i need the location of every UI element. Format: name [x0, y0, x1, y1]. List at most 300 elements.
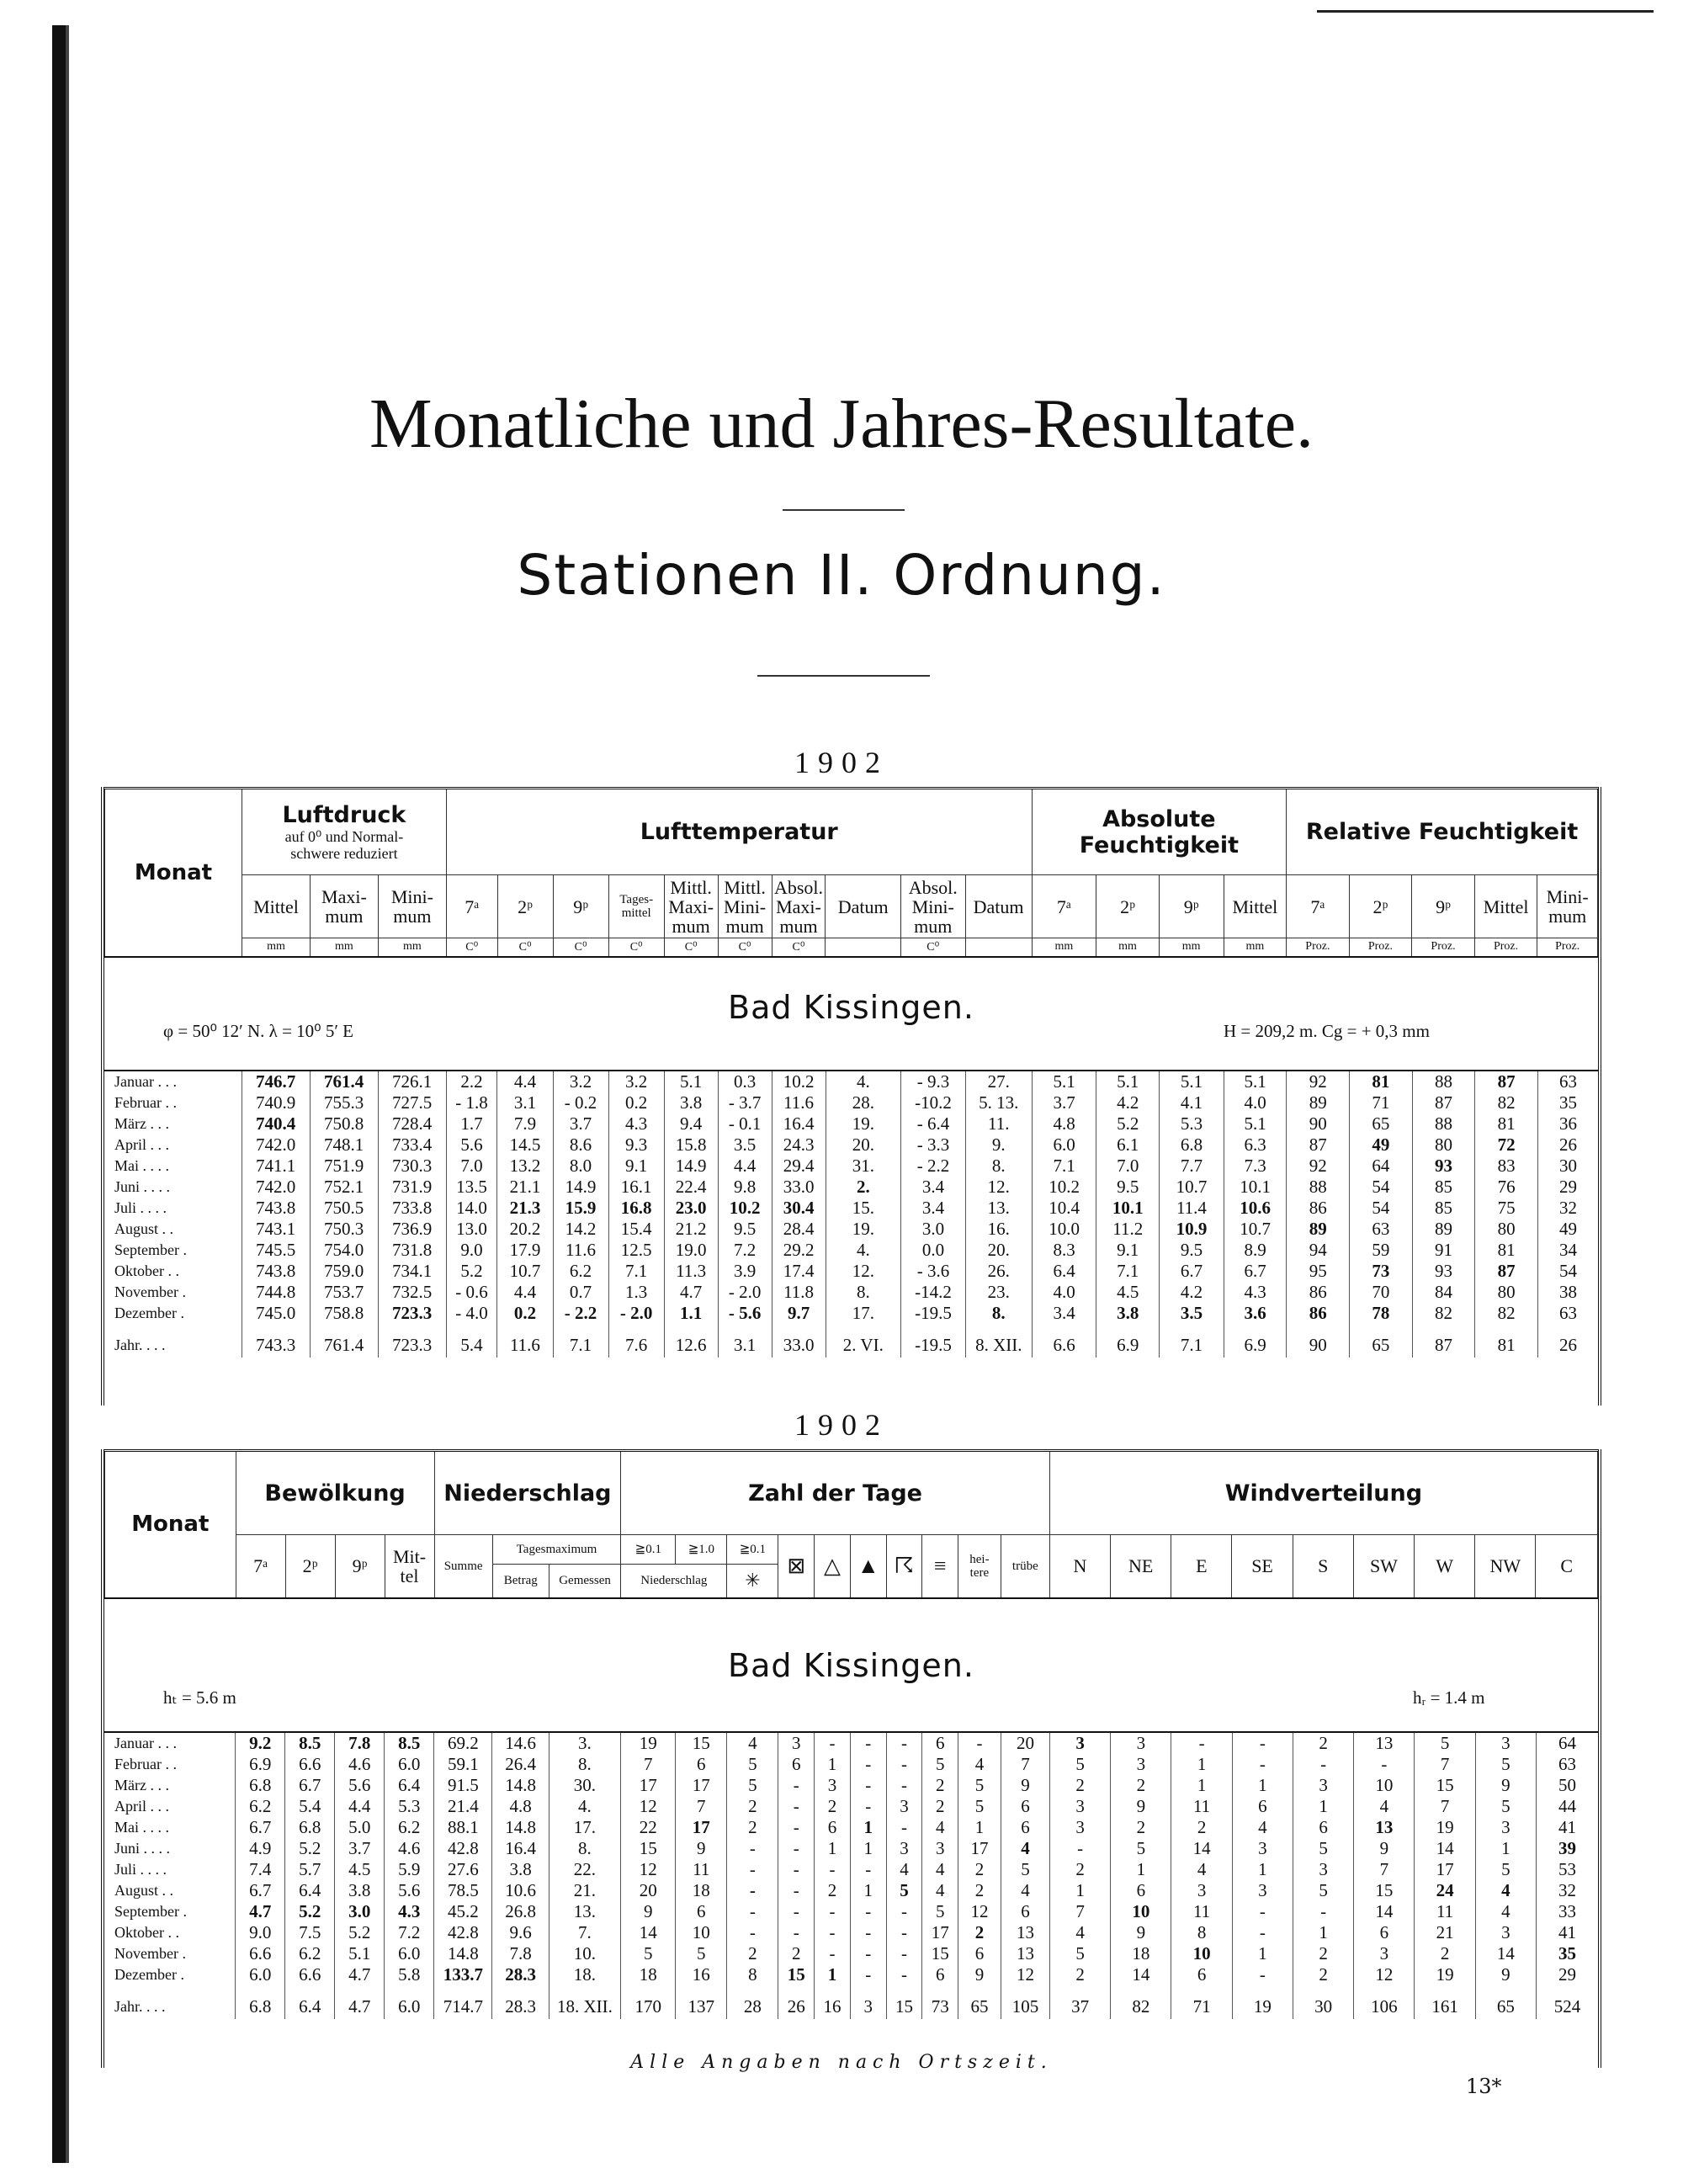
table-cell: 5 [1293, 1880, 1353, 1901]
month-label: Februar . . [114, 1756, 177, 1772]
table-cell: 21.3 [497, 1198, 553, 1219]
table-cell: 6.1 [1096, 1135, 1160, 1156]
table-cell: 93 [1412, 1261, 1475, 1282]
table-cell: 8.5 [285, 1733, 335, 1754]
table-cell: 6.8 [285, 1817, 335, 1838]
table-cell: 752.1 [310, 1177, 378, 1198]
table-cell: 9.2 [236, 1733, 285, 1754]
table-cell: 14.9 [553, 1177, 608, 1198]
table-cell: 5.1 [664, 1071, 718, 1092]
table-row [104, 1071, 1598, 1092]
table-cell: 13 [1354, 1817, 1415, 1838]
table-cell: 6.2 [385, 1817, 434, 1838]
table-cell: 5.6 [446, 1135, 497, 1156]
luftdruck-sub2: schwere reduziert [290, 845, 398, 862]
table-cell: - [1049, 1838, 1110, 1859]
table-cell: 73 [922, 1985, 958, 2019]
unit: C⁰ [664, 938, 718, 957]
table-cell: 82 [1412, 1303, 1475, 1324]
table-cell: 6.4 [1032, 1261, 1096, 1282]
table-cell: 9.0 [446, 1240, 497, 1261]
table-cell: - 9.3 [901, 1071, 966, 1092]
table-cell: 10.2 [772, 1071, 826, 1092]
table-cell: 10.7 [1224, 1219, 1287, 1240]
table-cell: 14 [621, 1922, 676, 1943]
table-cell: 6.0 [236, 1964, 285, 1985]
table-cell: 17 [922, 1922, 958, 1943]
abs-feucht-line1: Absolute [1102, 805, 1216, 832]
table-cell: 723.3 [378, 1303, 446, 1324]
zahl-tage-header: Zahl der Tage [621, 1451, 1050, 1535]
table-cell: - [850, 1922, 886, 1943]
table-cell: 1.7 [446, 1113, 497, 1135]
table-cell: 19. [826, 1219, 901, 1240]
table-cell: 16.4 [492, 1838, 549, 1859]
table1-data [104, 1071, 1598, 1358]
table-cell: 731.9 [378, 1177, 446, 1198]
table-cell: 4.4 [497, 1282, 553, 1303]
table-row [104, 1943, 1598, 1964]
table-cell: 5 [1475, 1796, 1536, 1817]
table-cell: - 3.7 [718, 1092, 772, 1113]
col2-truebe: trübe [1001, 1535, 1049, 1598]
table-cell: 5.2 [335, 1922, 385, 1943]
table-cell: 3 [1354, 1943, 1415, 1964]
table-cell: 3.1 [497, 1092, 553, 1113]
col-absol-max: Absol. Maxi- mum [772, 875, 826, 938]
table-cell: 63 [1537, 1071, 1598, 1092]
col2-niederschlag-small: Niederschlag [621, 1565, 727, 1598]
table-cell: 33.0 [772, 1177, 826, 1198]
table-cell: 746.7 [242, 1071, 310, 1092]
table-cell: 5.7 [285, 1859, 335, 1880]
table-cell: 87 [1412, 1324, 1475, 1358]
table-cell: 4 [1049, 1922, 1110, 1943]
table-cell: 10.2 [718, 1198, 772, 1219]
month-label: April . . . [114, 1798, 169, 1815]
table-cell: 91 [1412, 1240, 1475, 1261]
table-cell: 13.0 [446, 1219, 497, 1240]
table-cell: 15 [778, 1964, 815, 1985]
table-cell: 7.1 [1160, 1324, 1224, 1358]
table-cell: 54 [1350, 1177, 1413, 1198]
table-cell: 7.5 [285, 1922, 335, 1943]
table-cell: 18 [676, 1880, 727, 1901]
bewoelkung-header: Bewölkung [236, 1451, 434, 1535]
wind-se: SE [1232, 1535, 1293, 1598]
table-cell: 8. [965, 1303, 1032, 1324]
table-cell: 730.3 [378, 1156, 446, 1177]
table-cell: 7.2 [385, 1922, 434, 1943]
table-cell: 11.6 [497, 1324, 553, 1358]
table-cell: 45.2 [434, 1901, 492, 1922]
table-cell: 750.5 [310, 1198, 378, 1219]
table-cell: 10 [1111, 1901, 1171, 1922]
table-row [104, 1092, 1598, 1113]
table-cell: - [1232, 1964, 1293, 1985]
table-cell: 4.2 [1160, 1282, 1224, 1303]
table-cell: 5.8 [385, 1964, 434, 1985]
table-cell: 59.1 [434, 1754, 492, 1775]
table-cell: 31. [826, 1156, 901, 1177]
table-cell: 2.2 [446, 1071, 497, 1092]
table-cell: 6 [922, 1733, 958, 1754]
table-cell: - [850, 1754, 886, 1775]
table-cell: - [886, 1775, 922, 1796]
table-cell: 26 [1537, 1135, 1598, 1156]
unit: Proz. [1412, 938, 1475, 957]
table-cell: 755.3 [310, 1092, 378, 1113]
table-cell: 6 [815, 1817, 851, 1838]
table-cell: 7 [1001, 1754, 1049, 1775]
table-cell: 53 [1536, 1859, 1598, 1880]
table-cell: - 2.2 [553, 1303, 608, 1324]
month-label: Januar . . . [114, 1735, 177, 1751]
table-row [104, 1156, 1598, 1177]
table-cell: 2 [1049, 1964, 1110, 1985]
table-cell: 12 [958, 1901, 1001, 1922]
table-cell: 86 [1287, 1303, 1350, 1324]
table-cell: 14.8 [492, 1817, 549, 1838]
table-cell: 759.0 [310, 1261, 378, 1282]
col-rf-t2: 2ᵖ [1349, 875, 1412, 938]
col2-tagesmaximum: Tagesmaximum [492, 1535, 621, 1565]
table-cell: 89 [1287, 1092, 1350, 1113]
table-cell: 3 [815, 1775, 851, 1796]
table-cell: 6 [1001, 1796, 1049, 1817]
table-cell: 87 [1412, 1092, 1475, 1113]
table-cell: 26.8 [492, 1901, 549, 1922]
table-cell: - 3.6 [901, 1261, 966, 1282]
col2-betrag: Betrag [492, 1565, 549, 1598]
table-cell: 1.1 [664, 1303, 718, 1324]
table-cell: 7.1 [553, 1324, 608, 1358]
col-af-mittel: Mittel [1224, 875, 1287, 938]
table-cell: 17 [676, 1817, 727, 1838]
table-cell: 14 [1171, 1838, 1232, 1859]
unit: mm [1159, 938, 1224, 957]
table-cell: 16. [965, 1219, 1032, 1240]
table-cell: 731.8 [378, 1240, 446, 1261]
table-cell: 7.1 [1032, 1156, 1096, 1177]
table-cell: 5 [1049, 1943, 1110, 1964]
table-cell: 7.1 [1096, 1261, 1160, 1282]
table-cell: 11.6 [772, 1092, 826, 1113]
table-cell: 2 [958, 1922, 1001, 1943]
table-cell: 6.0 [385, 1985, 434, 2019]
table-cell: 745.0 [242, 1303, 310, 1324]
table-cell: 5.4 [285, 1796, 335, 1817]
table-cell: 7 [621, 1754, 676, 1775]
table-cell: - [850, 1796, 886, 1817]
table-cell: 65 [1475, 1985, 1536, 2019]
table-cell: 8.6 [553, 1135, 608, 1156]
table-cell: 13.2 [497, 1156, 553, 1177]
month-label: Dezember . [114, 1305, 184, 1321]
table-cell: - 3.3 [901, 1135, 966, 1156]
table-cell: 14.5 [497, 1135, 553, 1156]
unit: mm [310, 938, 378, 957]
table-cell: 71 [1171, 1985, 1232, 2019]
table-cell: 9.3 [608, 1135, 664, 1156]
table-cell: 3.9 [718, 1261, 772, 1282]
table-cell: 21.4 [434, 1796, 492, 1817]
table-cell: 8. [826, 1282, 901, 1303]
table-cell: 50 [1536, 1775, 1598, 1796]
table-cell: - 0.1 [718, 1113, 772, 1135]
table-cell: 18. [549, 1964, 620, 1985]
table-cell: 2 [1111, 1817, 1171, 1838]
wetterleuchten-icon: ☈ [886, 1535, 922, 1598]
table-row [104, 1113, 1598, 1135]
table-cell: - 6.4 [901, 1113, 966, 1135]
table-cell: -14.2 [901, 1282, 966, 1303]
table-cell: 15.8 [664, 1135, 718, 1156]
table-cell: 19.0 [664, 1240, 718, 1261]
wind-s: S [1293, 1535, 1353, 1598]
subtitle-rule [757, 675, 930, 677]
table-cell: 728.4 [378, 1113, 446, 1135]
table-cell: 0.3 [718, 1071, 772, 1092]
table-cell: 5.6 [335, 1775, 385, 1796]
table-cell: 743.3 [242, 1324, 310, 1358]
table-cell: 9.7 [772, 1303, 826, 1324]
table-cell: 6.9 [1096, 1324, 1160, 1358]
table-cell: - [1232, 1922, 1293, 1943]
table-cell: 42.8 [434, 1922, 492, 1943]
col2-t7: 7ᵃ [236, 1535, 285, 1598]
table-cell: 2 [778, 1943, 815, 1964]
table-cell: 18 [1111, 1943, 1171, 1964]
table2-year: 1902 [794, 1408, 889, 1442]
table-cell: 1 [1171, 1775, 1232, 1796]
gewitter-icon: ▲ [850, 1535, 886, 1598]
table-cell: 14.2 [553, 1219, 608, 1240]
table-cell: 761.4 [310, 1071, 378, 1092]
table-cell: 3 [778, 1733, 815, 1754]
table-cell: 1 [1232, 1775, 1293, 1796]
table-cell: 5 [727, 1754, 778, 1775]
table-cell: 4.3 [385, 1901, 434, 1922]
table-cell: 3.5 [718, 1135, 772, 1156]
table-cell: 12.5 [608, 1240, 664, 1261]
unit: C⁰ [900, 938, 965, 957]
table-cell: 86 [1287, 1198, 1350, 1219]
table-cell: 4.2 [1096, 1092, 1160, 1113]
table-cell: - [1293, 1754, 1353, 1775]
hagel-icon: △ [815, 1535, 851, 1598]
table-cell: 65 [1350, 1113, 1413, 1135]
table-cell: 93 [1412, 1156, 1475, 1177]
table-cell: 4. [549, 1796, 620, 1817]
table-cell: 5.2 [285, 1838, 335, 1859]
table-cell: - [815, 1922, 851, 1943]
table-cell: 733.4 [378, 1135, 446, 1156]
table-cell: 7.2 [718, 1240, 772, 1261]
table-cell: 9 [1111, 1796, 1171, 1817]
table-cell: 4.7 [335, 1985, 385, 2019]
table-cell: 12. [965, 1177, 1032, 1198]
table-cell: 2 [1293, 1964, 1353, 1985]
table-cell: 23. [965, 1282, 1032, 1303]
wind-n: N [1049, 1535, 1110, 1598]
table-cell: - [778, 1901, 815, 1922]
table-cell: 6.9 [1224, 1324, 1287, 1358]
col-rf-minimum: Mini- mum [1537, 875, 1598, 938]
table-cell: 20. [965, 1240, 1032, 1261]
monat-header-2: Monat [105, 1451, 236, 1598]
table-cell: 8. [965, 1156, 1032, 1177]
table-cell: 6 [1001, 1817, 1049, 1838]
month-label: November . [114, 1283, 186, 1300]
table-cell: - [727, 1880, 778, 1901]
table-cell: 21.1 [497, 1177, 553, 1198]
table-cell: 20.2 [497, 1219, 553, 1240]
table-cell: 15 [676, 1733, 727, 1754]
table-cell: 742.0 [242, 1177, 310, 1198]
table-cell: 14.9 [664, 1156, 718, 1177]
table-cell: 9 [676, 1838, 727, 1859]
table-cell: 7.0 [1096, 1156, 1160, 1177]
table-row [104, 1880, 1598, 1901]
table-row [104, 1240, 1598, 1261]
table-cell: 23.0 [664, 1198, 718, 1219]
table-cell: 26.4 [492, 1754, 549, 1775]
lufttemperatur-header: Lufttemperatur [446, 789, 1032, 875]
table-cell: 69.2 [434, 1733, 492, 1754]
table-cell: 28. [826, 1092, 901, 1113]
table-cell: 9 [1001, 1775, 1049, 1796]
table-cell: 27. [965, 1071, 1032, 1092]
table-cell: 2 [922, 1796, 958, 1817]
table-cell: 10.7 [1160, 1177, 1224, 1198]
table1-geo-right: H = 209,2 m. Cg = + 0,3 mm [1224, 1021, 1430, 1041]
table-cell: 5 [1001, 1859, 1049, 1880]
table-cell: 2 [1111, 1775, 1171, 1796]
table-cell: 8.3 [1032, 1240, 1096, 1261]
table-cell: - [1232, 1733, 1293, 1754]
table-cell: 3.6 [1224, 1303, 1287, 1324]
table-cell: 9.1 [1096, 1240, 1160, 1261]
table-cell: 17.4 [772, 1261, 826, 1282]
table-cell: - 0.2 [553, 1092, 608, 1113]
table-cell: 1 [1232, 1943, 1293, 1964]
table-cell: 12 [621, 1796, 676, 1817]
table-cell: 5.1 [1032, 1071, 1096, 1092]
month-label: März . . . [114, 1777, 169, 1793]
col2-summe: Summe [434, 1535, 492, 1598]
table-cell: 30. [549, 1775, 620, 1796]
col2-t2: 2ᵖ [285, 1535, 335, 1598]
unit: mm [1096, 938, 1160, 957]
table-cell: 2 [727, 1943, 778, 1964]
unit: mm [378, 938, 446, 957]
table-cell: - [886, 1922, 922, 1943]
col-minimum: Mini- mum [378, 875, 446, 938]
table-cell: 9.8 [718, 1177, 772, 1198]
table-cell: 65 [958, 1985, 1001, 2019]
table-cell: 7.3 [1224, 1156, 1287, 1177]
table-cell: 11.6 [553, 1240, 608, 1261]
col-mittel: Mittel [242, 875, 310, 938]
month-label: Januar . . . [114, 1073, 177, 1090]
table-cell: 17.9 [497, 1240, 553, 1261]
table-cell: 24 [1415, 1880, 1475, 1901]
table-row [104, 1817, 1598, 1838]
table-cell: 3 [1111, 1754, 1171, 1775]
table-cell: 8. [549, 1754, 620, 1775]
luftdruck-header [242, 789, 446, 875]
page-number: 13* [1466, 2075, 1502, 2098]
table-cell: 3 [1293, 1775, 1353, 1796]
table-cell: 5 [1111, 1838, 1171, 1859]
table-cell: 34 [1537, 1240, 1598, 1261]
table-cell: 5 [1475, 1754, 1536, 1775]
table-cell: 12.6 [664, 1324, 718, 1358]
table-cell: 30.4 [772, 1198, 826, 1219]
unit: C⁰ [772, 938, 826, 957]
table-cell: 3.2 [608, 1071, 664, 1092]
table-cell: 744.8 [242, 1282, 310, 1303]
table-cell: 13.5 [446, 1177, 497, 1198]
table-cell: - [778, 1880, 815, 1901]
unit-blank [826, 938, 900, 957]
table-cell: - [778, 1859, 815, 1880]
table-cell: 3.4 [901, 1198, 966, 1219]
table-cell: 3 [1049, 1733, 1110, 1754]
table-cell: 742.0 [242, 1135, 310, 1156]
col-datum-min: Datum [965, 875, 1032, 938]
table-cell: 6.6 [285, 1964, 335, 1985]
table-cell: 1 [1475, 1838, 1536, 1859]
table-cell: 1.3 [608, 1282, 664, 1303]
table-cell: 42.8 [434, 1838, 492, 1859]
table-cell: 2 [1415, 1943, 1475, 1964]
table-cell: 91.5 [434, 1775, 492, 1796]
table-cell: 4 [1001, 1838, 1049, 1859]
table-cell: 6.8 [1160, 1135, 1224, 1156]
table-cell: 17 [958, 1838, 1001, 1859]
table-cell: 11 [676, 1859, 727, 1880]
col2-ge01b: ≧0.1 [727, 1535, 778, 1565]
table-cell: 3 [1232, 1838, 1293, 1859]
table-cell: 6 [676, 1754, 727, 1775]
title-rule [783, 509, 905, 511]
col-rf-t7: 7ᵃ [1287, 875, 1350, 938]
table-cell: 92 [1287, 1071, 1350, 1092]
table-cell: 6.6 [1032, 1324, 1096, 1358]
wind-nw: NW [1475, 1535, 1536, 1598]
table-cell: - [727, 1838, 778, 1859]
table-cell: - [727, 1922, 778, 1943]
table-cell: 10.1 [1096, 1198, 1160, 1219]
table-cell: 732.5 [378, 1282, 446, 1303]
table-cell: 4.7 [236, 1901, 285, 1922]
table-cell: 4. [826, 1071, 901, 1092]
table-cell: - [850, 1943, 886, 1964]
table-cell: 13 [1001, 1943, 1049, 1964]
table-cell: 137 [676, 1985, 727, 2019]
table-cell: 19 [621, 1733, 676, 1754]
table-cell: 4 [958, 1754, 1001, 1775]
table-cell: 743.8 [242, 1198, 310, 1219]
table-cell: - [1171, 1733, 1232, 1754]
table-cell: 14.8 [492, 1775, 549, 1796]
table-cell: 82 [1111, 1985, 1171, 2019]
table-cell: 88 [1412, 1071, 1475, 1092]
table-cell: 1 [1171, 1754, 1232, 1775]
table-cell: - [886, 1964, 922, 1985]
